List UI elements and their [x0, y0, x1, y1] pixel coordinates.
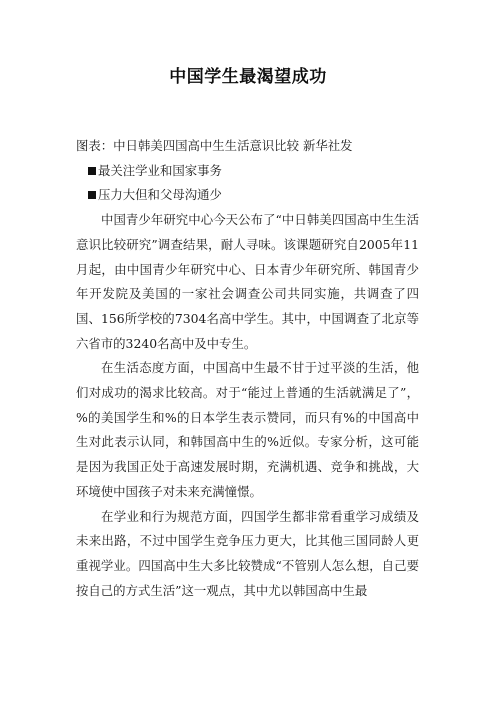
bullet-text: 压力大但和父母沟通少 — [98, 187, 222, 203]
page-title: 中国学生最渴望成功 — [169, 67, 327, 87]
figure-caption: 图表：中日韩美四国高中生生活意识比较 新华社发 — [76, 138, 353, 153]
bullet-item — [76, 183, 419, 208]
paragraph: 在生活态度方面，中国高中生最不甘于过平淡的生活，他们对成功的渴求比较高。对于“能过上普通的生活就满足了”，%的美国学生和%的日本学生表示赞同，而只有%的中国高中生对此表示认同，和韩国高中生的%近似。专家分析，这可能是因为我国正处于高速发展时期，充满机遇、竞争和挑战，大环境使中国孩子对未来充满憧憬。 — [76, 360, 419, 499]
bullet-item — [76, 159, 419, 184]
square-bullet-icon — [88, 191, 96, 199]
square-bullet-icon — [88, 167, 96, 175]
paragraph: 在学业和行为规范方面，四国学生都非常看重学习成绩及未来出路，不过中国学生竞争压力更大，比其他三国同龄人更重视学业。四国高中生大多比较赞成“不管别人怎么想，自己要按自己的方式生活”这一观点，其中尤以韩国高中生最 — [76, 508, 419, 598]
document-body — [76, 134, 419, 603]
bullet-text: 最关注学业和国家事务 — [98, 162, 222, 178]
paragraph: 中国青少年研究中心今天公布了“中日韩美四国高中生生活意识比较研究”调查结果，耐人寻味。该课题研究自2005年11月起，由中国青少年研究中心、日本青少年研究所、韩国青少年开发院及美国的一家社会调查公司共同实施，共调查了四国、156所学校的7304名高中学生。其中，中国调查了北京等六省市的3240名高中及中专生。 — [76, 212, 419, 351]
